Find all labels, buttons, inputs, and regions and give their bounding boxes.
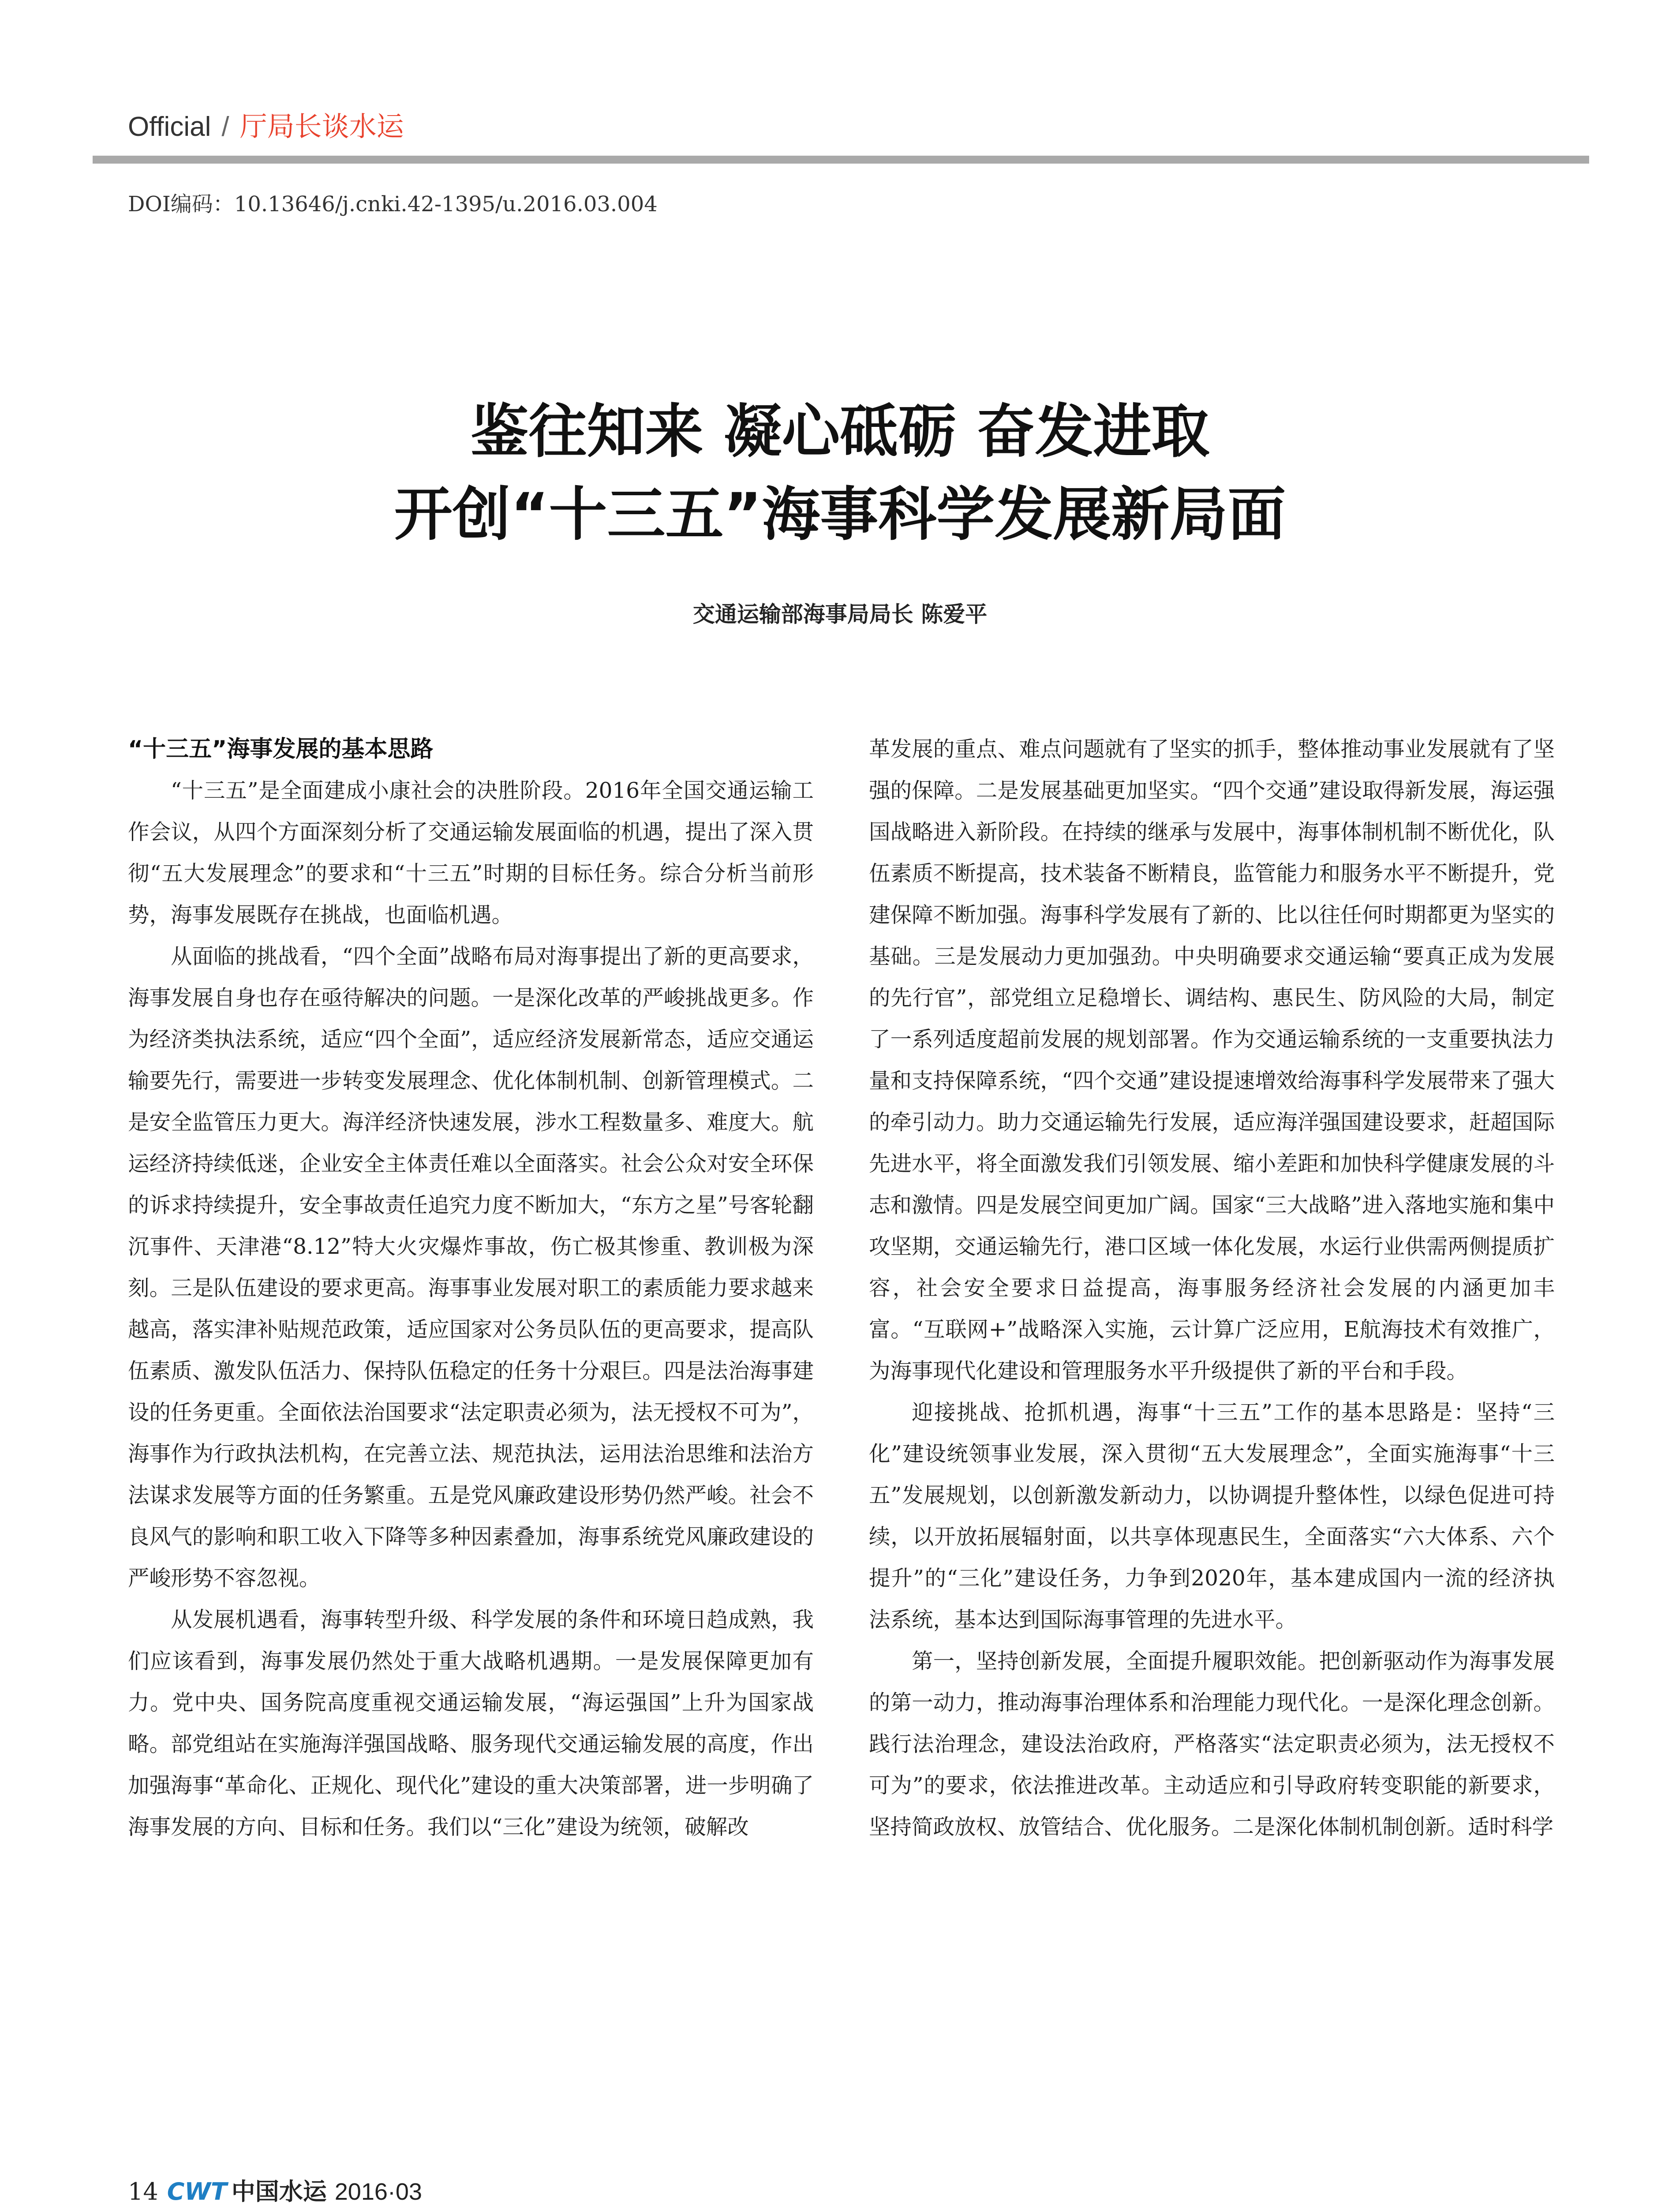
author-line: 交通运输部海事局局长 陈爱平 — [692, 602, 988, 627]
header-separator: / — [221, 112, 229, 142]
left-column — [128, 729, 814, 1848]
page-footer — [128, 2174, 422, 2205]
paragraph: 从发展机遇看，海事转型升级、科学发展的条件和环境日趋成熟，我们应该看到，海事发展仍然处于重大战略机遇期。一是发展保障更加有力。党中央、国务院高度重视交通运输发展，“海运强国”上升为国家战略。部党组站在实施海洋强国战略、服务现代交通运输发展的高度，作出加强海事“革命化、正规化、现代化”建设的重大决策部署，进一步明确了海事发展的方向、目标和任务。我们以“三化”建设为统领，破解改 — [128, 1607, 814, 1839]
article-title-line-1: 鉴往知来 凝心砥砺 奋发进取 — [470, 398, 1210, 466]
paragraph: 从面临的挑战看，“四个全面”战略布局对海事提出了新的更高要求，海事发展自身也存在亟待解决的问题。一是深化改革的严峻挑战更多。作为经济类执法系统，适应“四个全面”，适应经济发展新常态，适应交通运输要先行，需要进一步转变发展理念、优化体制机制、创新管理模式。二是安全监管压力更大。海洋经济快速发展，涉水工程数量多、难度大。航运经济持续低迷，企业安全主体责任难以全面落实。社会公众对安全环保的诉求持续提升，安全事故责任追究力度不断加大，“东方之星”号客轮翻沉事件、天津港“8.12”特大火灾爆炸事故，伤亡极其惨重、教训极为深刻。三是队伍建设的要求更高。海事事业发展对职工的素质能力要求越来越高，落实津补贴规范政策，适应国家对公务员队伍的更高要求，提高队伍素质、激发队伍活力、保持队伍稳定的任务十分艰巨。四是法治海事建设的任务更重。全面依法治国要求“法定职责必须为，法无授权不可为”，海事作为行政执法机构，在完善立法、规范执法，运用法治思维和法治方法谋求发展等方面的任务繁重。五是党风廉政建设形势仍然严峻。社会不良风气的影响和职工收入下降等多种因素叠加，海事系统党风廉政建设的严峻形势不容忽视。 — [128, 944, 814, 1591]
running-header — [128, 109, 404, 145]
header-category: Official — [128, 112, 211, 142]
header-section: 厅局长谈水运 — [239, 112, 404, 142]
page-number: 14 — [128, 2178, 158, 2205]
paragraph: 迎接挑战、抢抓机遇，海事“十三五”工作的基本思路是：坚持“三化”建设统领事业发展，深入贯彻“五大发展理念”，全面实施海事“十三五”发展规划，以创新激发新动力，以协调提升整体性，以绿色促进可持续，以开放拓展辐射面，以共享体现惠民生，全面落实“六大体系、六个提升”的“三化”建设任务，力争到2020年，基本建成国内一流的经济执法系统，基本达到国际海事管理的先进水平。 — [869, 1400, 1555, 1632]
issue-number: 2016·03 — [334, 2179, 422, 2205]
magazine-name: 中国水运 — [231, 2178, 327, 2205]
doi-line: DOI编码：10.13646/j.cnki.42-1395/u.2016.03.004 — [128, 192, 658, 217]
paragraph: 革发展的重点、难点问题就有了坚实的抓手，整体推动事业发展就有了坚强的保障。二是发展基础更加坚实。“四个交通”建设取得新发展，海运强国战略进入新阶段。在持续的继承与发展中，海事体制机制不断优化，队伍素质不断提高，技术装备不断精良，监管能力和服务水平不断提升，党建保障不断加强。海事科学发展有了新的、比以往任何时期都更为坚实的基础。三是发展动力更加强劲。中央明确要求交通运输“要真正成为发展的先行官”，部党组立足稳增长、调结构、惠民生、防风险的大局，制定了一系列适度超前发展的规划部署。作为交通运输系统的一支重要执法力量和支持保障系统，“四个交通”建设提速增效给海事科学发展带来了强大的牵引动力。助力交通运输先行发展，适应海洋强国建设要求，赶超国际先进水平，将全面激发我们引领发展、缩小差距和加快科学健康发展的斗志和激情。四是发展空间更加广阔。国家“三大战略”进入落地实施和集中攻坚期，交通运输先行，港口区域一体化发展，水运行业供需两侧提质扩容，社会安全要求日益提高，海事服务经济社会发展的内涵更加丰富。“互联网+”战略深入实施，云计算广泛应用，E航海技术有效推广，为海事现代化建设和管理服务水平升级提供了新的平台和手段。 — [869, 737, 1555, 1383]
section-heading: “十三五”海事发展的基本思路 — [128, 736, 434, 762]
right-column — [869, 729, 1555, 1848]
article-title-line-2: 开创“十三五”海事科学发展新局面 — [394, 481, 1286, 549]
brand-logo: CWT — [167, 2178, 227, 2205]
paragraph: “十三五”是全面建成小康社会的决胜阶段。2016年全国交通运输工作会议，从四个方面深刻分析了交通运输发展面临的机遇，提出了深入贯彻“五大发展理念”的要求和“十三五”时期的目标任务。综合分析当前形势，海事发展既存在挑战，也面临机遇。 — [128, 778, 814, 927]
paragraph: 第一，坚持创新发展，全面提升履职效能。把创新驱动作为海事发展的第一动力，推动海事治理体系和治理能力现代化。一是深化理念创新。践行法治理念，建设法治政府，严格落实“法定职责必须为，法无授权不可为”的要求，依法推进改革。主动适应和引导政府转变职能的新要求，坚持简政放权、放管结合、优化服务。二是深化体制机制创新。适时科学 — [869, 1649, 1555, 1839]
header-rule — [93, 156, 1589, 164]
